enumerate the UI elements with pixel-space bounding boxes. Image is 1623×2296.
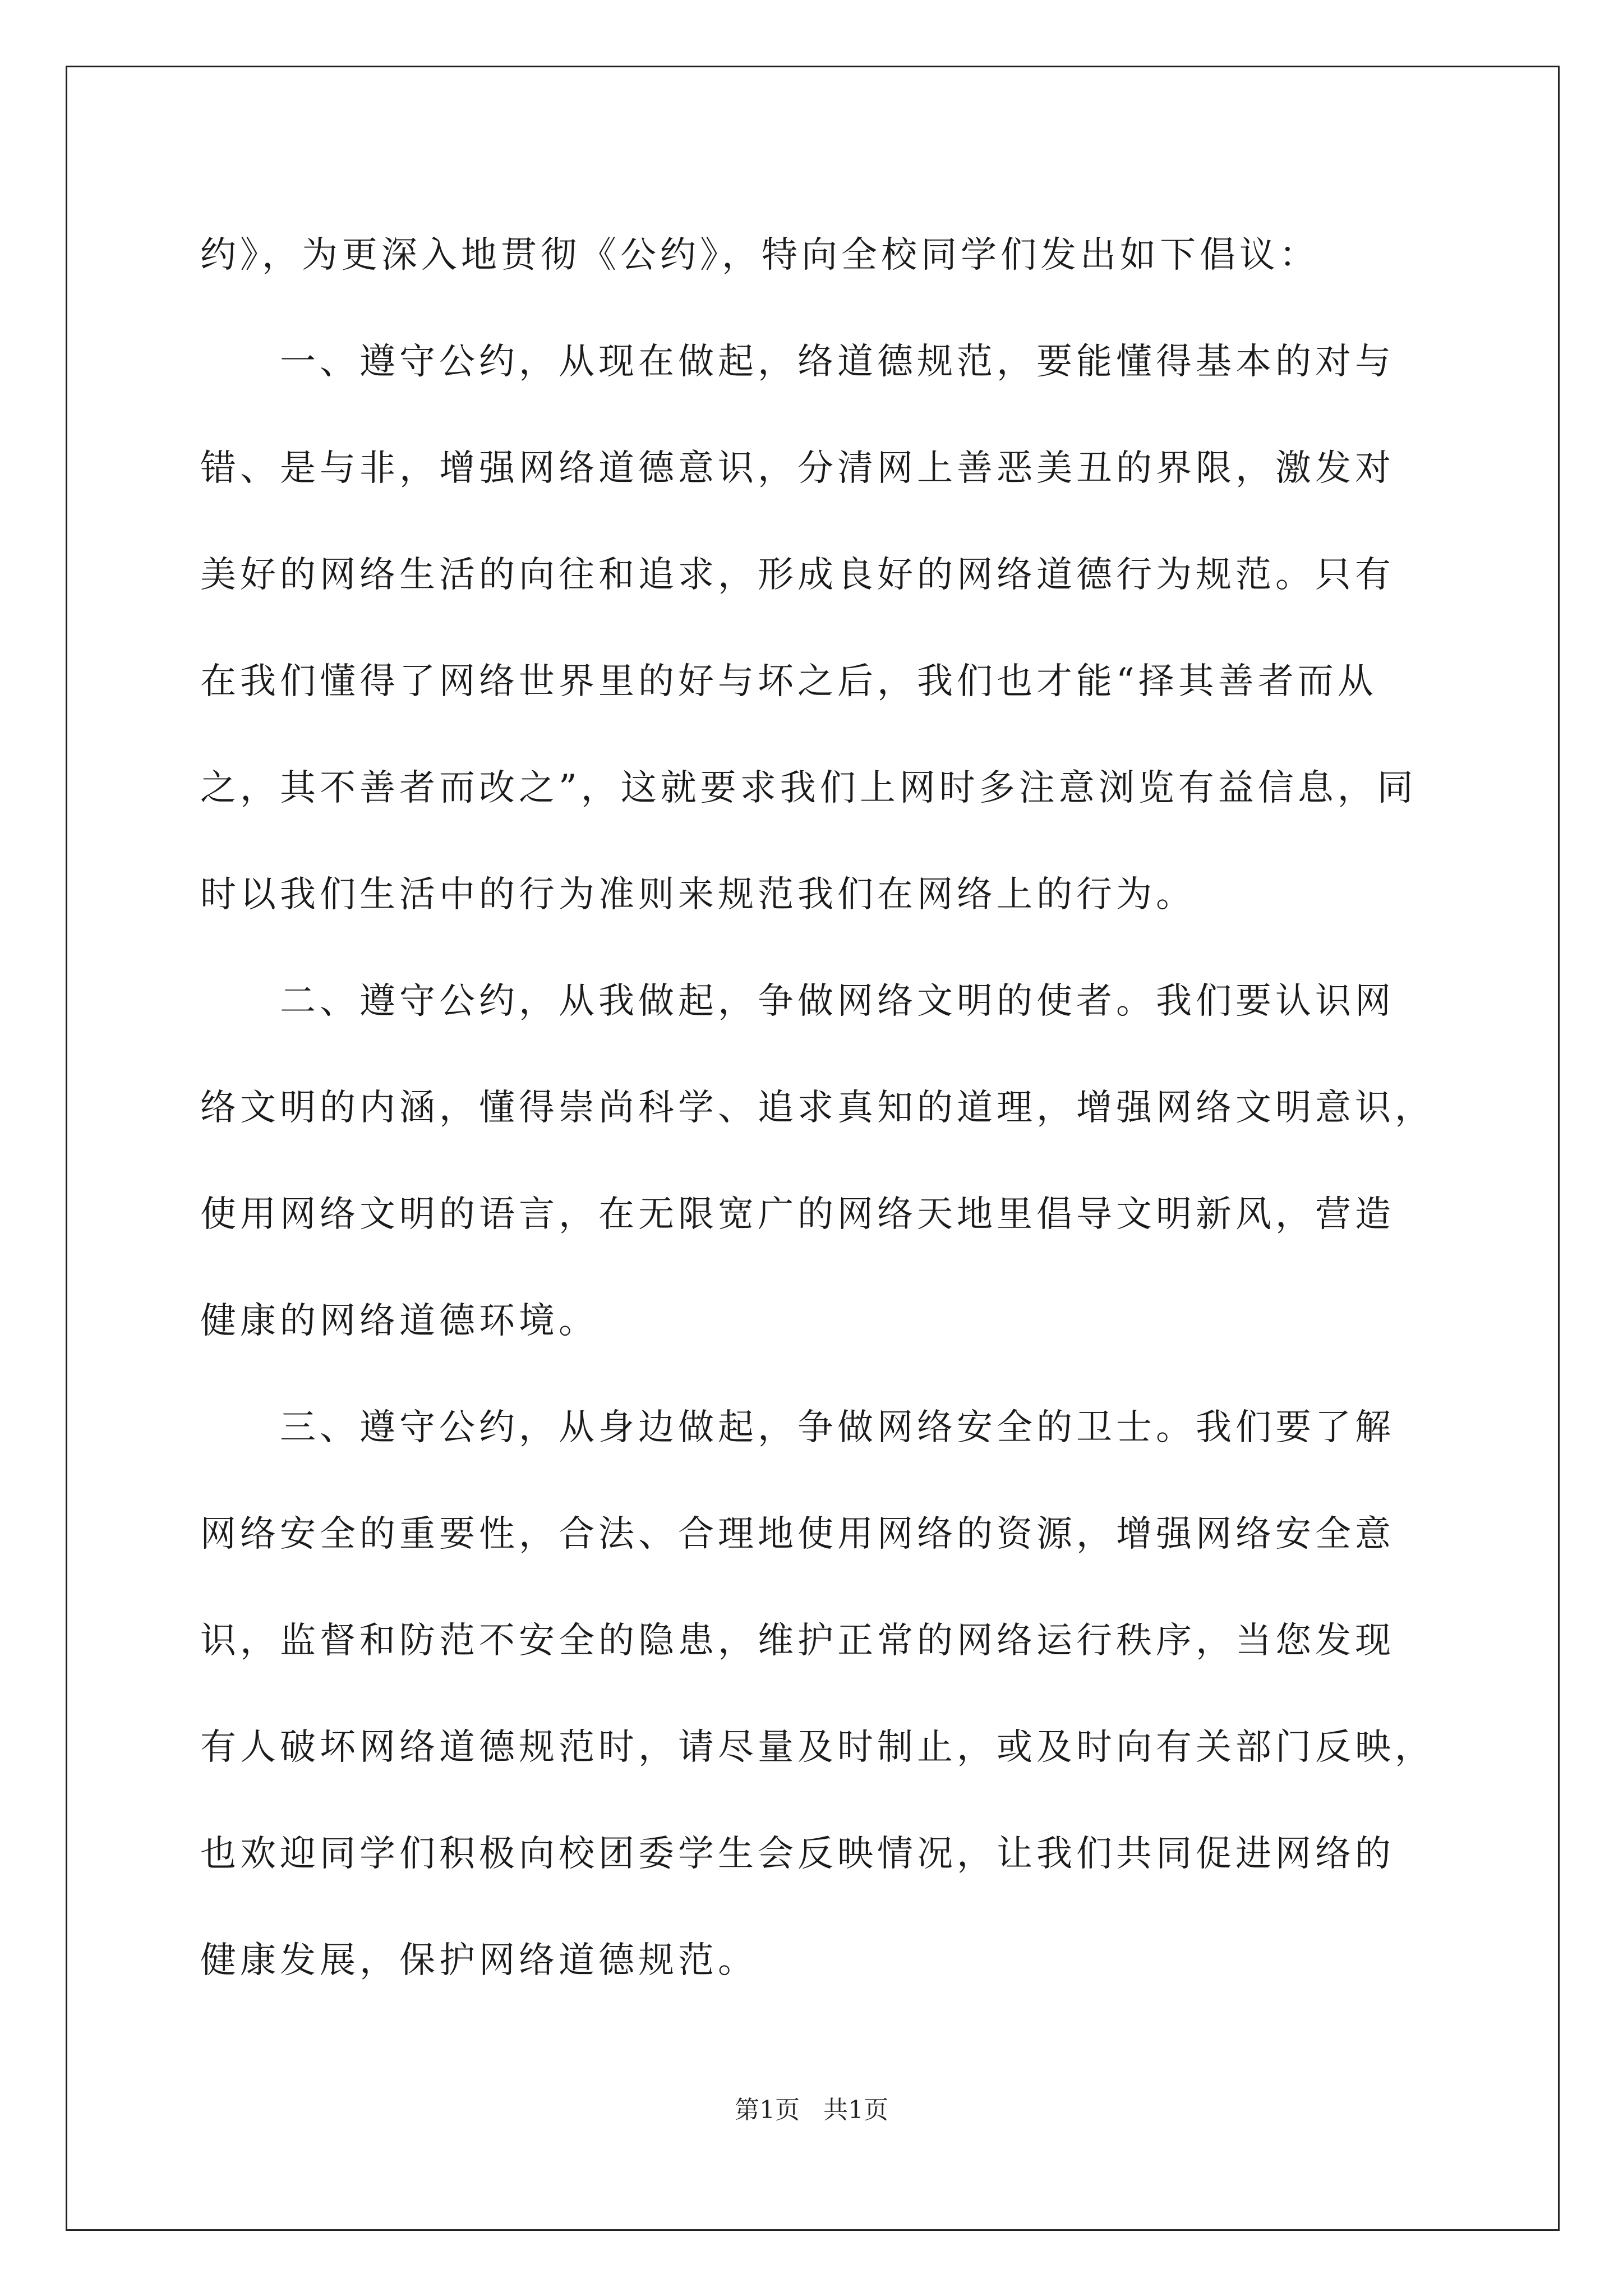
text-line: 一、遵守公约，从现在做起，络道德规范，要能懂得基本的对与 — [280, 341, 1395, 383]
text-line: 在我们懂得了网络世界里的好与坏之后，我们也才能“择其善者而从 — [200, 661, 1377, 702]
text-line: 约》，为更深入地贯彻《公约》，特向全校同学们发出如下倡议： — [200, 234, 1319, 276]
page-footer: 第1页 共1页 — [735, 2096, 888, 2124]
text-line: 使用网络文明的语言，在无限宽广的网络天地里倡导文明新风，营造 — [200, 1194, 1395, 1235]
text-line: 错、是与非，增强网络道德意识，分清网上善恶美丑的界限，激发对 — [200, 448, 1395, 489]
text-line: 健康发展，保护网络道德规范。 — [200, 1940, 758, 1981]
text-line: 也欢迎同学们积极向校团委学生会反映情况，让我们共同促进网络的 — [200, 1833, 1395, 1875]
text-line: 时以我们生活中的行为准则来规范我们在网络上的行为。 — [200, 874, 1196, 915]
document-body — [200, 202, 1434, 2014]
text-line: 络文明的内涵，懂得崇尚科学、追求真知的道理，增强网络文明意识， — [200, 1087, 1435, 1129]
text-line: 二、遵守公约，从我做起，争做网络文明的使者。我们要认识网 — [280, 981, 1395, 1022]
text-line: 美好的网络生活的向往和追求，形成良好的网络道德行为规范。只有 — [200, 554, 1395, 596]
text-line: 三、遵守公约，从身边做起，争做网络安全的卫士。我们要了解 — [280, 1407, 1395, 1448]
text-line: 健康的网络道德环境。 — [200, 1300, 598, 1342]
text-line: 网络安全的重要性，合法、合理地使用网络的资源，增强网络安全意 — [200, 1513, 1395, 1555]
text-line: 之，其不善者而改之”，这就要求我们上网时多注意浏览有益信息，同 — [200, 767, 1417, 809]
text-line: 有人破坏网络道德规范时，请尽量及时制止，或及时向有关部门反映， — [200, 1727, 1435, 1768]
text-line: 识，监督和防范不安全的隐患，维护正常的网络运行秩序，当您发现 — [200, 1620, 1395, 1662]
